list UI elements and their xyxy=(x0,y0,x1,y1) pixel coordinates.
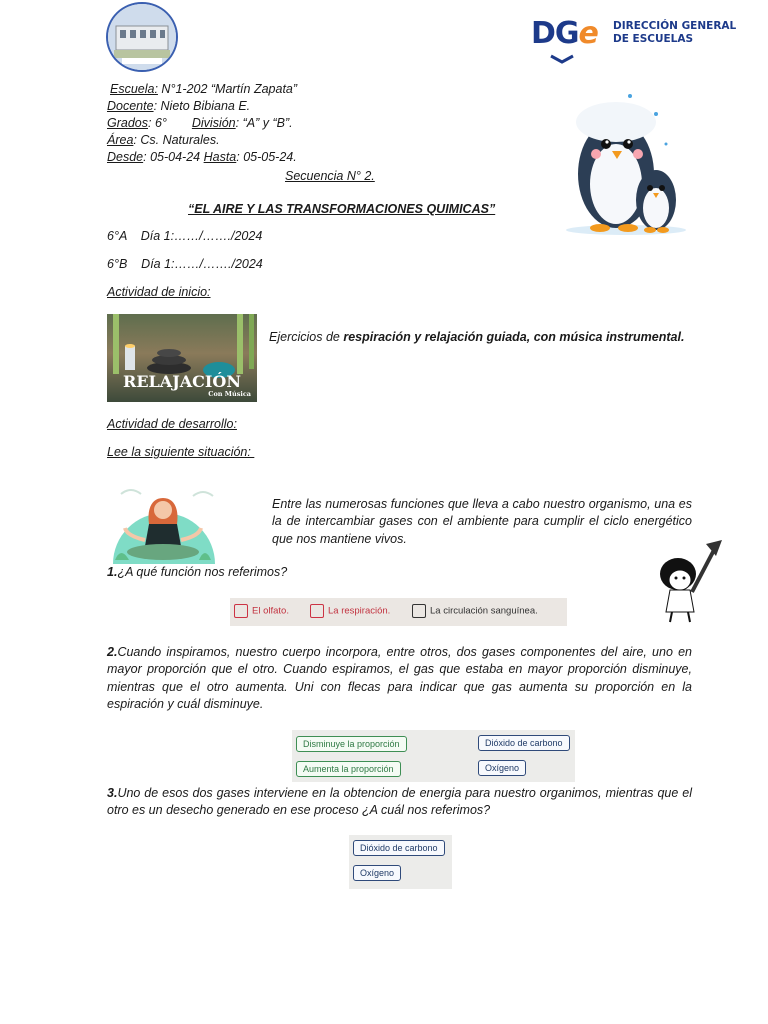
dge-chevron-icon xyxy=(549,54,575,64)
school-logo xyxy=(106,2,178,72)
docente-line: Docente: Nieto Bibiana E. xyxy=(107,99,251,113)
q1-options xyxy=(230,598,567,626)
q3-options xyxy=(349,835,452,889)
sequence-number: Secuencia N° 2. xyxy=(285,169,375,183)
desarrollo-heading: Actividad de desarrollo: xyxy=(107,417,237,431)
escuela-line: Escuela: N°1-202 “Martín Zapata” xyxy=(110,82,298,96)
q1-option-respiracion[interactable]: La respiración. xyxy=(310,604,390,618)
dge-letters: DGe xyxy=(531,16,598,51)
dge-line1: DIRECCIÓN GENERAL xyxy=(613,20,737,32)
q2-right-oxigeno[interactable]: Oxígeno xyxy=(478,760,526,776)
page-title: “EL AIRE Y LAS TRANSFORMACIONES QUIMICAS” xyxy=(188,202,496,216)
checkbox-icon xyxy=(234,604,248,618)
relajacion-image xyxy=(107,314,257,402)
q1-question: 1.¿A qué función nos referimos? xyxy=(107,565,288,579)
meditation-illustration xyxy=(107,480,219,564)
area-line: Área: Cs. Naturales. xyxy=(107,133,220,147)
dge-logo xyxy=(531,16,741,66)
relajacion-text: RELAJACIÓN xyxy=(123,372,241,391)
school-building-image xyxy=(108,4,176,70)
grados-line: Grados: 6° División: “A” y “B”. xyxy=(107,116,293,130)
fechas-line: Desde: 05-04-24 Hasta: 05-05-24. xyxy=(107,150,297,164)
q3-question: 3.Uno de esos dos gases interviene en la obtencion de energia para nuestro organimos, mientras que el otro es un desecho generado en ese proceso ¿A cuál nos referimos? xyxy=(107,786,692,818)
q3-option-dioxido[interactable]: Dióxido de carbono xyxy=(353,840,445,856)
q1-option-olfato[interactable]: El olfato. xyxy=(234,604,289,618)
inicio-text: Ejercicios de respiración y relajación guiada, con música instrumental. xyxy=(269,330,685,344)
q2-left-aumenta[interactable]: Aumenta la proporción xyxy=(296,761,401,777)
dge-line2: DE ESCUELAS xyxy=(613,33,694,45)
inicio-heading: Actividad de inicio: xyxy=(107,285,211,299)
checkbox-icon xyxy=(310,604,324,618)
q2-left-disminuye[interactable]: Disminuye la proporción xyxy=(296,736,407,752)
q2-question: 2.Cuando inspiramos, nuestro cuerpo incorpora, entre otros, dos gases componentes del aire, uno en mayor proporción que el otro. Cuando espiramos, el gas que estaba en mayor proporción disminuye, mientras que el otro aumenta. Uni con flecas para indicar que gas aumenta su proporción en la espiración y cuál disminuye. xyxy=(107,645,692,712)
date-6a: 6°A Día 1:……/……./2024 xyxy=(107,229,263,243)
penguins-illustration xyxy=(560,84,692,236)
mafalda-illustration xyxy=(656,540,728,624)
q3-option-oxigeno[interactable]: Oxígeno xyxy=(353,865,401,881)
lee-situacion: Lee la siguiente situación: xyxy=(107,445,255,459)
checkbox-icon xyxy=(412,604,426,618)
q1-option-circulacion[interactable]: La circulación sanguínea. xyxy=(412,604,538,618)
situation-text: Entre las numerosas funciones que lleva a cabo nuestro organismo, una es la de intercambiar gases con el ambiente para cumplir el ciclo energético que nos mantiene vivos. xyxy=(272,497,692,546)
q2-matching xyxy=(292,730,575,782)
date-6b: 6°B Día 1:……/……./2024 xyxy=(107,257,263,271)
relajacion-subtext: Con Música xyxy=(208,390,251,398)
q2-right-dioxido[interactable]: Dióxido de carbono xyxy=(478,735,570,751)
